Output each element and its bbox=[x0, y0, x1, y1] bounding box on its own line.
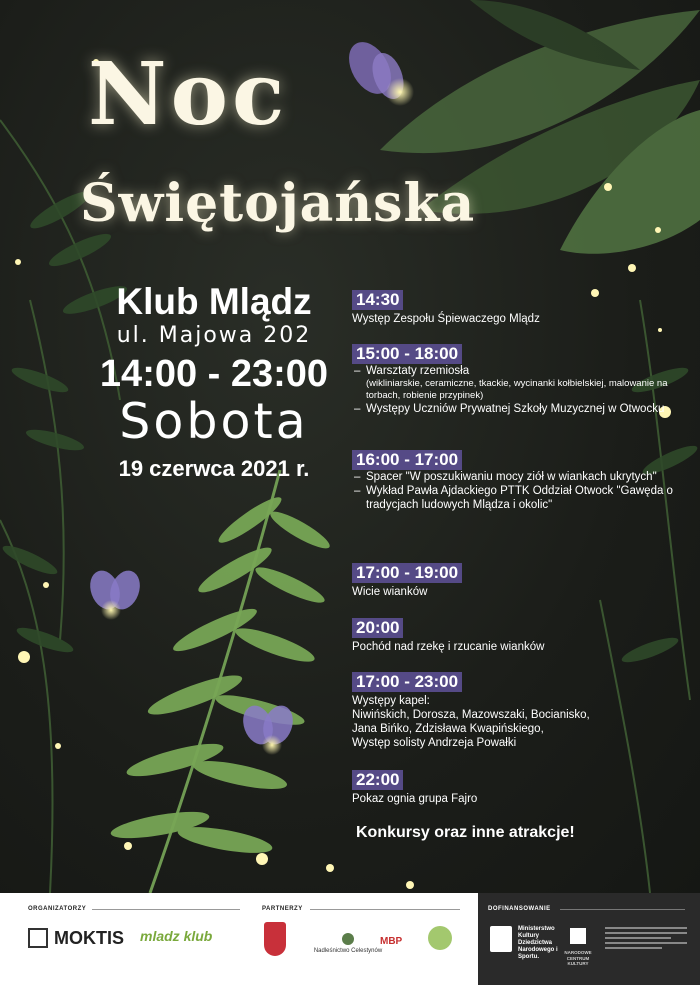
schedule-time: 15:00 - 18:00 bbox=[352, 344, 462, 364]
schedule-bullet: – Spacer "W poszukiwaniu mocy ziół w wiankach ukrytych" bbox=[352, 470, 682, 484]
nadlesnictwo-label: Nadleśnictwo Celestynów bbox=[313, 948, 383, 954]
schedule-item bbox=[352, 450, 682, 512]
divider bbox=[92, 909, 240, 910]
event-hours: 14:00 - 23:00 bbox=[99, 353, 329, 395]
otwock-crest-icon bbox=[264, 922, 286, 956]
mbp-logo: MBP bbox=[380, 936, 403, 947]
title-swietojanska: Świętojańska bbox=[80, 173, 476, 234]
nck-logo: NARODOWE CENTRUM KULTURY bbox=[564, 950, 592, 966]
schedule-item bbox=[352, 290, 682, 326]
moktis-logo-icon bbox=[28, 928, 48, 948]
divider bbox=[310, 909, 460, 910]
event-date: 19 czerwca 2021 r. bbox=[118, 456, 310, 481]
moktis-logo: MOKTIS bbox=[54, 928, 124, 948]
partner-badge-icon bbox=[428, 926, 452, 950]
schedule-time: 14:30 bbox=[352, 290, 403, 310]
venue-address: ul. Majowa 202 bbox=[116, 323, 312, 348]
schedule-time: 20:00 bbox=[352, 618, 403, 638]
extra-attractions: Konkursy oraz inne atrakcje! bbox=[356, 824, 575, 841]
funding-note bbox=[605, 925, 687, 959]
schedule-item bbox=[352, 672, 682, 750]
partners-label: PARTNERZY bbox=[262, 906, 303, 912]
schedule-bullet: – Występy Uczniów Prywatnej Szkoły Muzycznej w Otwocku bbox=[352, 402, 682, 416]
schedule-time: 16:00 - 17:00 bbox=[352, 450, 462, 470]
schedule-time: 17:00 - 19:00 bbox=[352, 563, 462, 583]
eagle-emblem-icon bbox=[490, 926, 512, 952]
firefly-icon bbox=[340, 35, 414, 106]
tree-icon bbox=[342, 933, 354, 945]
schedule-text: Niwińskich, Dorosza, Mazowszaki, Bocianisko, bbox=[352, 709, 590, 721]
firefly-icon bbox=[85, 566, 145, 620]
funding-label: DOFINANSOWANIE bbox=[488, 906, 551, 912]
schedule-item bbox=[352, 770, 682, 806]
schedule-bullet-text: Warsztaty rzemiosła bbox=[366, 365, 470, 377]
schedule-text: Występ solisty Andrzeja Powałki bbox=[352, 737, 517, 749]
schedule-text: Pokaz ognia grupa Fajro bbox=[352, 793, 478, 805]
schedule-bullet-note: (wikliniarskie, ceramiczne, tkackie, wycinanki kołbielskiej, malowanie na torbach, robienie przypinek) bbox=[366, 378, 668, 401]
schedule-bullet: – Wykład Pawła Ajdackiego PTTK Oddział Otwock "Gawęda o tradycjach ludowych Mlądza i okolic" bbox=[352, 484, 682, 512]
schedule-time: 17:00 - 23:00 bbox=[352, 672, 462, 692]
event-day: Sobota bbox=[119, 393, 309, 450]
schedule-text: Występy kapel: bbox=[352, 695, 430, 707]
mladz-klub-logo: mladz klub bbox=[140, 928, 213, 944]
schedule-text: Wicie wianków bbox=[352, 586, 428, 598]
schedule-text: Jana Bińko, Zdzisława Kwapińskiego, bbox=[352, 723, 544, 735]
divider bbox=[560, 909, 685, 910]
organizers-label: ORGANIZATORZY bbox=[28, 906, 87, 912]
schedule-text: Pochód nad rzekę i rzucanie wianków bbox=[352, 641, 545, 653]
nck-logo-icon bbox=[570, 928, 586, 944]
venue-name: Klub Mlądz bbox=[116, 281, 312, 322]
schedule-item bbox=[352, 563, 682, 599]
schedule-item bbox=[352, 618, 682, 654]
schedule-item bbox=[352, 344, 682, 416]
venue-info bbox=[84, 282, 344, 484]
ministry-logo: Ministerstwo Kultury Dziedzictwa Narodowego i Sportu. bbox=[518, 926, 558, 960]
schedule-bullet bbox=[352, 364, 682, 402]
title-noc: Noc bbox=[88, 44, 289, 145]
schedule-text: Występ Zespołu Śpiewaczego Mlądz bbox=[352, 313, 540, 325]
schedule-time: 22:00 bbox=[352, 770, 403, 790]
